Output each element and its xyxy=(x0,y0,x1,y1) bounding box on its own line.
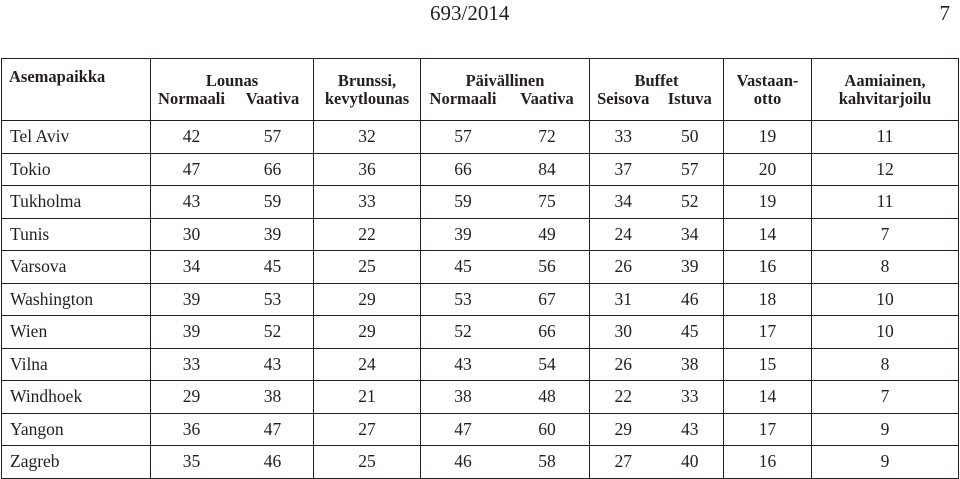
table-row xyxy=(2,446,959,479)
breakfast-value: 12 xyxy=(876,158,894,179)
brunch-value: 21 xyxy=(358,386,376,407)
cell-location xyxy=(2,121,151,154)
buffet-standing-value: 34 xyxy=(614,191,632,212)
lunch-demanding-value: 59 xyxy=(263,191,282,212)
cell-dinner xyxy=(421,283,590,316)
cell-dinner xyxy=(421,446,590,479)
dinner-normal-value: 45 xyxy=(454,256,472,277)
cell-location xyxy=(2,348,151,381)
buffet-seated-value: 52 xyxy=(681,191,699,212)
reception-value: 18 xyxy=(758,288,777,309)
cell-breakfast xyxy=(812,381,959,414)
table-row xyxy=(2,413,959,446)
cell-buffet xyxy=(590,446,724,479)
table-row xyxy=(2,316,959,349)
brunch-value: 29 xyxy=(358,288,376,309)
cell-brunch xyxy=(314,153,421,186)
buffet-seated-value: 33 xyxy=(681,386,699,407)
lunch-demanding-value: 45 xyxy=(263,256,282,277)
reception-value: 16 xyxy=(758,451,777,472)
cell-dinner xyxy=(421,413,590,446)
cell-reception xyxy=(724,348,812,381)
table-row xyxy=(2,153,959,186)
breakfast-line1: Aamiainen, xyxy=(844,70,926,90)
cell-buffet xyxy=(590,153,724,186)
column-header-reception xyxy=(724,59,812,121)
lunch-demanding-value: 57 xyxy=(263,126,282,147)
location-name: Tukholma xyxy=(10,191,82,212)
rates-table xyxy=(1,58,959,479)
location-name: Tunis xyxy=(10,223,50,244)
buffet-seated-value: 45 xyxy=(681,321,699,342)
buffet-standing-value: 26 xyxy=(614,353,632,374)
reception-value: 14 xyxy=(758,223,777,244)
brunch-line1: Brunssi, xyxy=(337,70,397,90)
dinner-demanding-value: 56 xyxy=(538,256,556,277)
cell-breakfast xyxy=(812,153,959,186)
cell-buffet xyxy=(590,251,724,284)
cell-brunch xyxy=(314,381,421,414)
lunch-normal-value: 47 xyxy=(182,158,201,179)
column-header-dinner xyxy=(421,59,590,121)
cell-reception xyxy=(724,251,812,284)
cell-dinner xyxy=(421,186,590,219)
dinner-normal-value: 43 xyxy=(454,353,472,374)
dinner-demanding-value: 54 xyxy=(538,353,556,374)
dinner-normal-value: 39 xyxy=(454,223,472,244)
brunch-value: 29 xyxy=(358,321,376,342)
cell-lunch xyxy=(151,218,314,251)
reception-line1: Vastaan- xyxy=(736,70,799,90)
brunch-value: 25 xyxy=(358,256,376,277)
buffet-seated-value: 46 xyxy=(681,288,699,309)
cell-location xyxy=(2,446,151,479)
cell-dinner xyxy=(421,316,590,349)
dinner-normal-value: 52 xyxy=(454,321,472,342)
dinner-demanding-label: Vaativa xyxy=(520,88,574,108)
cell-location xyxy=(2,316,151,349)
lunch-normal-value: 33 xyxy=(182,353,201,374)
breakfast-value: 9 xyxy=(880,418,890,439)
column-header-brunch xyxy=(314,59,421,121)
cell-brunch xyxy=(314,446,421,479)
brunch-value: 27 xyxy=(358,418,376,439)
reception-value: 17 xyxy=(758,418,777,439)
cell-lunch xyxy=(151,186,314,219)
location-name: Tokio xyxy=(10,158,51,179)
dinner-demanding-value: 49 xyxy=(538,223,556,244)
cell-breakfast xyxy=(812,316,959,349)
lunch-demanding-value: 38 xyxy=(263,386,282,407)
dinner-normal-value: 57 xyxy=(454,126,472,147)
cell-brunch xyxy=(314,186,421,219)
page-header xyxy=(0,0,960,30)
cell-breakfast xyxy=(812,251,959,284)
cell-dinner xyxy=(421,218,590,251)
cell-brunch xyxy=(314,348,421,381)
lunch-demanding-value: 47 xyxy=(263,418,282,439)
cell-lunch xyxy=(151,446,314,479)
location-name: Wien xyxy=(10,321,48,342)
cell-lunch xyxy=(151,413,314,446)
buffet-standing-value: 37 xyxy=(614,158,632,179)
buffet-standing-value: 29 xyxy=(614,418,632,439)
dinner-demanding-value: 72 xyxy=(538,126,556,147)
buffet-seated-label: Istuva xyxy=(667,88,712,108)
column-header-location: Asemapaikka xyxy=(2,59,151,121)
lunch-normal-value: 34 xyxy=(182,256,201,277)
cell-breakfast xyxy=(812,446,959,479)
brunch-value: 36 xyxy=(358,158,376,179)
reception-value: 19 xyxy=(758,126,777,147)
lunch-normal-value: 39 xyxy=(182,288,201,309)
location-name: Vilna xyxy=(10,353,48,374)
breakfast-value: 8 xyxy=(880,353,890,374)
lunch-normal-value: 29 xyxy=(182,386,201,407)
dinner-normal-value: 46 xyxy=(454,451,472,472)
table-header-row xyxy=(2,59,959,121)
cell-breakfast xyxy=(812,283,959,316)
cell-location xyxy=(2,153,151,186)
lunch-demanding-value: 66 xyxy=(263,158,282,179)
dinner-demanding-value: 58 xyxy=(538,451,556,472)
lunch-title: Lounas xyxy=(205,70,259,90)
buffet-seated-value: 40 xyxy=(681,451,699,472)
reception-value: 15 xyxy=(758,353,777,374)
cell-location xyxy=(2,283,151,316)
column-header-lunch xyxy=(151,59,314,121)
lunch-demanding-value: 39 xyxy=(263,223,282,244)
brunch-value: 24 xyxy=(358,353,376,374)
cell-location xyxy=(2,381,151,414)
cell-lunch xyxy=(151,251,314,284)
buffet-standing-label: Seisova xyxy=(597,88,650,108)
cell-dinner xyxy=(421,348,590,381)
cell-dinner xyxy=(421,381,590,414)
buffet-standing-value: 24 xyxy=(614,223,632,244)
buffet-seated-value: 34 xyxy=(681,223,699,244)
cell-reception xyxy=(724,381,812,414)
table-row xyxy=(2,218,959,251)
cell-buffet xyxy=(590,316,724,349)
location-name: Zagreb xyxy=(10,451,60,472)
lunch-normal-value: 35 xyxy=(182,451,201,472)
dinner-demanding-value: 60 xyxy=(538,418,556,439)
dinner-demanding-value: 75 xyxy=(538,191,556,212)
buffet-standing-value: 26 xyxy=(614,256,632,277)
dinner-demanding-value: 66 xyxy=(538,321,556,342)
cell-location xyxy=(2,218,151,251)
cell-brunch xyxy=(314,251,421,284)
breakfast-value: 11 xyxy=(876,126,894,147)
brunch-value: 33 xyxy=(358,191,376,212)
cell-reception xyxy=(724,153,812,186)
buffet-seated-value: 39 xyxy=(681,256,699,277)
dinner-normal-label: Normaali xyxy=(429,88,497,108)
lunch-demanding-value: 53 xyxy=(263,288,282,309)
cell-dinner xyxy=(421,251,590,284)
breakfast-value: 7 xyxy=(880,223,890,244)
lunch-demanding-label: Vaativa xyxy=(245,88,300,108)
cell-reception xyxy=(724,186,812,219)
buffet-standing-value: 27 xyxy=(614,451,632,472)
table-row xyxy=(2,348,959,381)
reception-value: 17 xyxy=(758,321,777,342)
breakfast-value: 9 xyxy=(880,451,890,472)
reception-value: 20 xyxy=(758,158,777,179)
dinner-normal-value: 59 xyxy=(454,191,472,212)
column-header-breakfast xyxy=(812,59,959,121)
dinner-normal-value: 38 xyxy=(454,386,472,407)
cell-buffet xyxy=(590,413,724,446)
buffet-standing-value: 33 xyxy=(614,126,632,147)
table-row xyxy=(2,251,959,284)
cell-buffet xyxy=(590,283,724,316)
cell-buffet xyxy=(590,381,724,414)
location-name: Washington xyxy=(10,288,94,309)
cell-reception xyxy=(724,413,812,446)
buffet-seated-value: 43 xyxy=(681,418,699,439)
cell-breakfast xyxy=(812,186,959,219)
cell-buffet xyxy=(590,218,724,251)
cell-location xyxy=(2,251,151,284)
table-body xyxy=(2,121,959,479)
location-name: Yangon xyxy=(10,418,64,439)
cell-breakfast xyxy=(812,121,959,154)
breakfast-value: 11 xyxy=(876,191,894,212)
cell-lunch xyxy=(151,121,314,154)
dinner-normal-value: 47 xyxy=(454,418,472,439)
cell-reception xyxy=(724,121,812,154)
cell-location xyxy=(2,186,151,219)
buffet-standing-value: 31 xyxy=(614,288,632,309)
reception-value: 14 xyxy=(758,386,777,407)
cell-reception xyxy=(724,316,812,349)
lunch-normal-value: 39 xyxy=(182,321,201,342)
cell-brunch xyxy=(314,283,421,316)
lunch-demanding-value: 43 xyxy=(263,353,282,374)
breakfast-line2: kahvitarjoilu xyxy=(838,88,932,108)
brunch-value: 32 xyxy=(358,126,376,147)
cell-lunch xyxy=(151,316,314,349)
reception-value: 19 xyxy=(758,191,777,212)
brunch-value: 22 xyxy=(358,223,376,244)
cell-breakfast xyxy=(812,348,959,381)
dinner-normal-value: 66 xyxy=(454,158,472,179)
lunch-demanding-value: 52 xyxy=(263,321,282,342)
cell-reception xyxy=(724,283,812,316)
cell-location xyxy=(2,413,151,446)
dinner-title: Päivällinen xyxy=(465,70,545,90)
table-row xyxy=(2,283,959,316)
lunch-normal-value: 36 xyxy=(182,418,201,439)
buffet-standing-value: 22 xyxy=(614,386,632,407)
cell-brunch xyxy=(314,218,421,251)
buffet-title: Buffet xyxy=(634,70,679,90)
lunch-normal-value: 30 xyxy=(182,223,201,244)
buffet-seated-value: 38 xyxy=(681,353,699,374)
breakfast-value: 10 xyxy=(876,288,894,309)
cell-dinner xyxy=(421,153,590,186)
brunch-value: 25 xyxy=(358,451,376,472)
reception-value: 16 xyxy=(758,256,777,277)
buffet-standing-value: 30 xyxy=(614,321,632,342)
lunch-normal-value: 43 xyxy=(182,191,201,212)
cell-buffet xyxy=(590,121,724,154)
column-header-buffet xyxy=(590,59,724,121)
lunch-normal-label: Normaali xyxy=(158,88,225,108)
location-name: Windhoek xyxy=(10,386,83,407)
cell-breakfast xyxy=(812,413,959,446)
table-row xyxy=(2,121,959,154)
breakfast-value: 8 xyxy=(880,256,890,277)
cell-buffet xyxy=(590,186,724,219)
cell-lunch xyxy=(151,381,314,414)
dinner-normal-value: 53 xyxy=(454,288,472,309)
cell-reception xyxy=(724,218,812,251)
dinner-demanding-value: 84 xyxy=(538,158,556,179)
cell-dinner xyxy=(421,121,590,154)
buffet-seated-value: 50 xyxy=(681,126,699,147)
brunch-line2: kevytlounas xyxy=(324,88,410,108)
breakfast-value: 10 xyxy=(876,321,894,342)
cell-brunch xyxy=(314,316,421,349)
location-name: Varsova xyxy=(10,256,67,277)
cell-brunch xyxy=(314,121,421,154)
breakfast-value: 7 xyxy=(880,386,890,407)
cell-lunch xyxy=(151,283,314,316)
document-number: 693/2014 xyxy=(430,1,510,25)
cell-breakfast xyxy=(812,218,959,251)
cell-reception xyxy=(724,446,812,479)
cell-lunch xyxy=(151,348,314,381)
location-name: Tel Aviv xyxy=(10,126,70,147)
table-row xyxy=(2,186,959,219)
reception-line2: otto xyxy=(753,88,782,108)
buffet-seated-value: 57 xyxy=(681,158,699,179)
cell-lunch xyxy=(151,153,314,186)
cell-brunch xyxy=(314,413,421,446)
table-row xyxy=(2,381,959,414)
cell-buffet xyxy=(590,348,724,381)
dinner-demanding-value: 67 xyxy=(538,288,556,309)
lunch-normal-value: 42 xyxy=(182,126,201,147)
dinner-demanding-value: 48 xyxy=(538,386,556,407)
page-number: 7 xyxy=(939,1,950,25)
lunch-demanding-value: 46 xyxy=(263,451,282,472)
